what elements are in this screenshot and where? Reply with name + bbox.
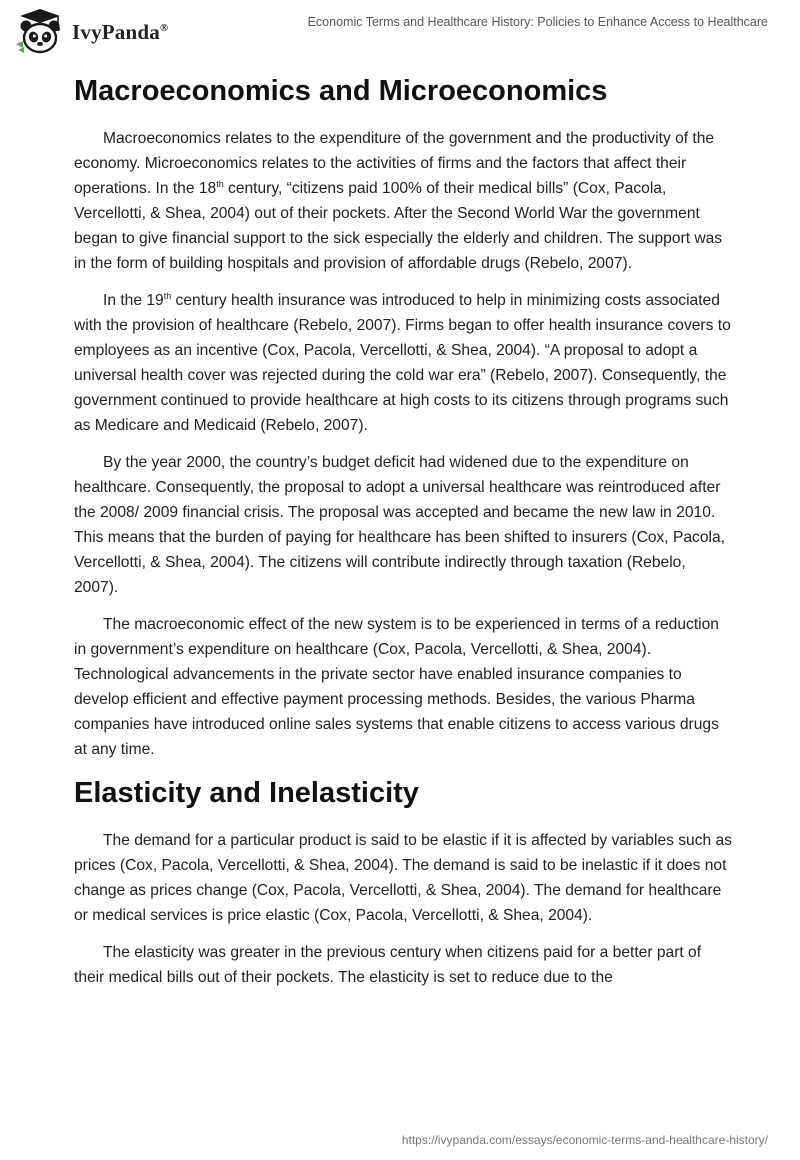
essay-content [74,72,734,1002]
paragraph: The elasticity was greater in the previous century when citizens paid for a better part of their medical bills out of their pockets. The elasticity is set to reduce due to the [74,944,702,986]
section-heading-macro-micro: Macroeconomics and Microeconomics [74,75,608,107]
panda-graduate-icon [14,8,66,56]
paragraph: The demand for a particular product is said to be elastic if it is affected by variables such as prices (Cox, Pacola, Vercellotti, & Shea, 2004). The demand is said to be inelastic if it does not change as prices change (Cox, Pacola, Vercellotti, & Shea, 2004). The demand for healthcare or medical services is price elastic (Cox, Pacola, Vercellotti, & Shea, 2004). [74,832,732,924]
page-header [0,0,800,62]
logo-text: IvyPanda® [72,19,169,44]
paragraph: The macroeconomic effect of the new system is to be experienced in terms of a reduction in government’s expenditure on healthcare (Cox, Pacola, Vercellotti, & Shea, 2004). Technological advancements in the private sector have enabled insurance companies to develop efficient and effective payment processing methods. Besides, the various Pharma companies have introduced online sales systems that enable citizens to access various drugs at any time. [74,616,719,758]
ivypanda-logo[interactable] [14,8,214,56]
source-url[interactable]: https://ivypanda.com/essays/economic-terms-and-healthcare-history/ [401,1133,768,1147]
paragraph: By the year 2000, the country’s budget deficit had widened due to the expenditure on healthcare. Consequently, the proposal to adopt a universal healthcare was reintroduced after the 2008/ 2009 financial crisis. The proposal was accepted and became the new law in 2010. This means that the burden of paying for healthcare has been shifted to insurers (Cox, Pacola, Vercellotti, & Shea, 2004). The citizens will contribute indirectly through taxation (Rebelo, 2007). [74,454,725,596]
section-heading-elasticity: Elasticity and Inelasticity [74,777,419,809]
document-title: Economic Terms and Healthcare History: Policies to Enhance Access to Healthcare [307,15,768,29]
paragraph: In the 19th century health insurance was introduced to help in minimizing costs associated with the provision of healthcare (Rebelo, 2007). Firms began to offer health insurance covers to employees as an incentive (Cox, Pacola, Vercellotti, & Shea, 2004). “A proposal to adopt a universal health cover was rejected during the cold war era” (Rebelo, 2007). Consequently, the government continued to provide healthcare at high costs to its citizens through programs such as Medicare and Medicaid (Rebelo, 2007). [74,290,731,434]
paragraph: Macroeconomics relates to the expenditure of the government and the productivity of the economy. Microeconomics relates to the activities of firms and the factors that affect their operations. In the 18th century, “citizens paid 100% of their medical bills” (Cox, Pacola, Vercellotti, & Shea, 2004) out of their pockets. After the Second World War the government began to give financial support to the sick especially the elderly and children. The support was in the form of building hospitals and provision of affordable drugs (Rebelo, 2007). [74,130,723,272]
